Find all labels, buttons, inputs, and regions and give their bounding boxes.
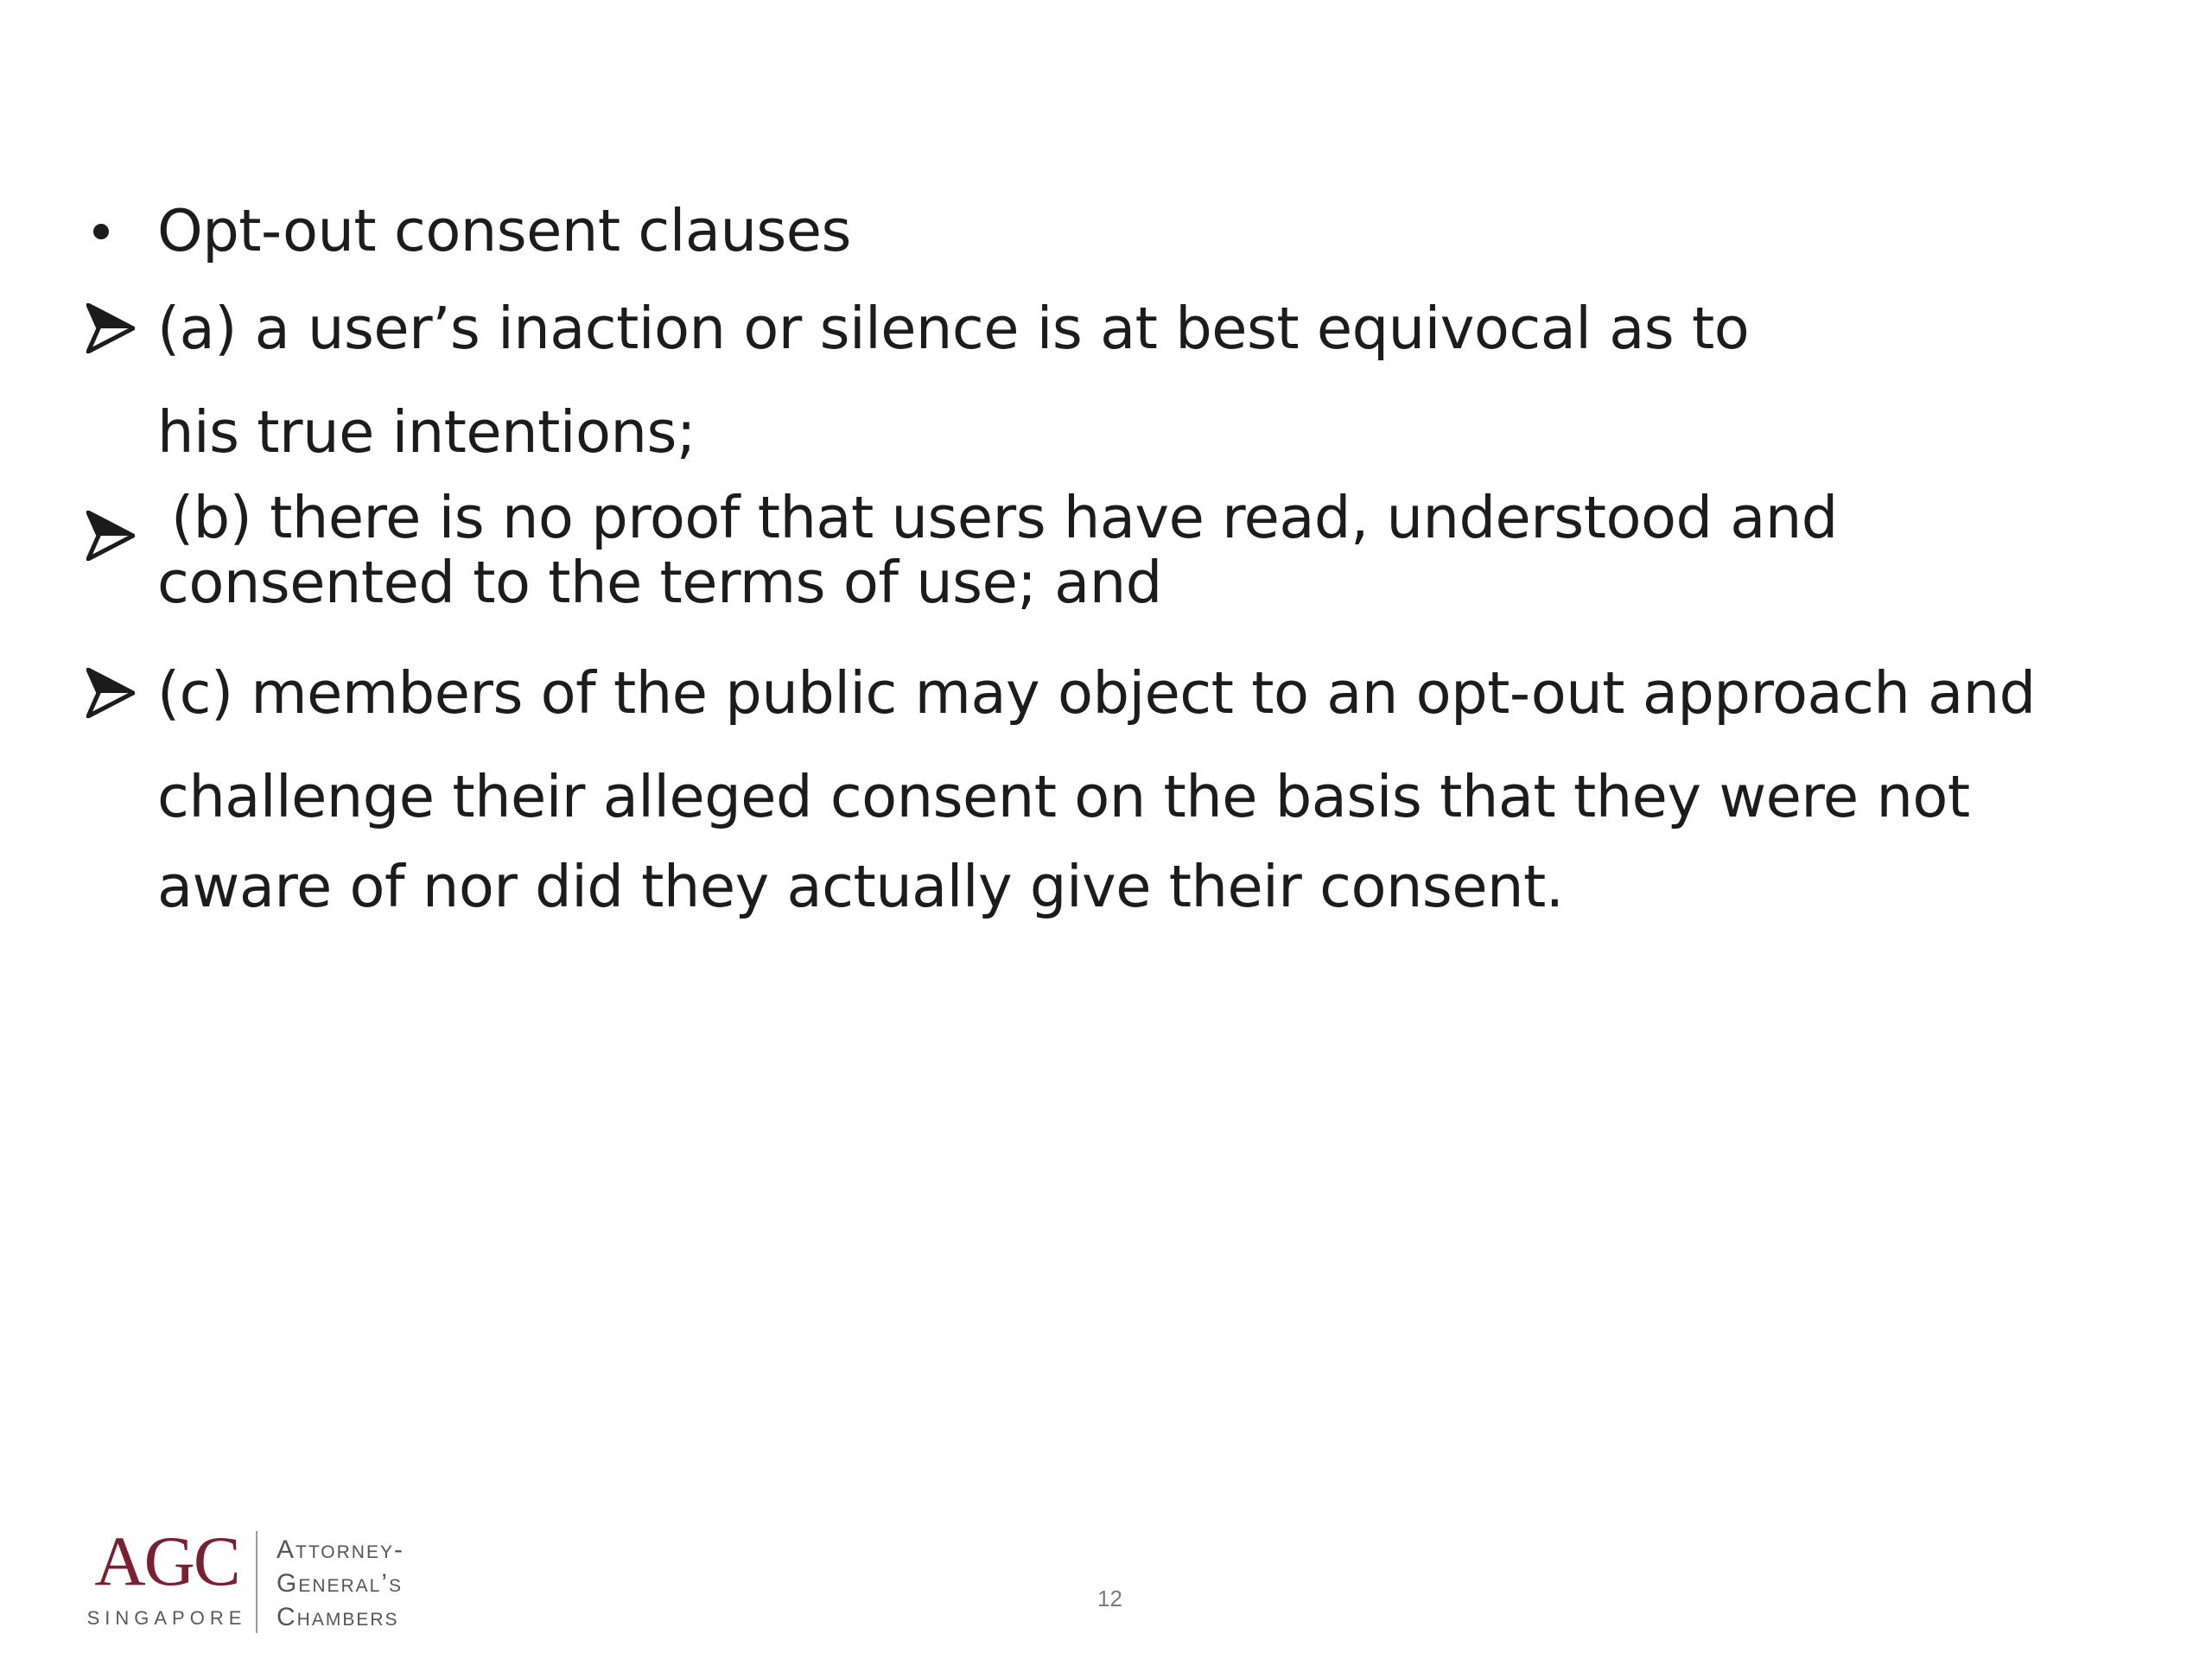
logo-mark: AGC — [94, 1522, 239, 1600]
bullet-item-heading — [86, 186, 2160, 276]
item-a-line-2: his true intentions; — [157, 398, 696, 466]
arrow-item-a — [86, 276, 2160, 484]
arrow-item-b — [86, 484, 2160, 626]
item-c-line-1: (c) members of the public may object to an opt-out approach and — [157, 659, 2036, 727]
item-c-line-3: aware of nor did they actually give their consent. — [157, 853, 1564, 920]
agc-logo — [86, 1522, 404, 1635]
item-c-line-2: challenge their alleged consent on the basis that they were not — [157, 763, 1970, 830]
bullet-dot-icon — [86, 186, 138, 276]
logo-name-line-3: Chambers — [276, 1603, 399, 1631]
arrow-bullet-icon — [86, 484, 138, 588]
arrow-bullet-icon — [86, 641, 138, 745]
logo-name-line-2: General’s — [276, 1569, 404, 1598]
slide-body — [86, 186, 2160, 930]
item-a-line-1: (a) a user’s inaction or silence is at best equivocal as to — [157, 295, 1750, 362]
logo-country: SINGAPORE — [86, 1607, 247, 1629]
logo-mark-block — [86, 1522, 247, 1635]
logo-divider — [256, 1531, 257, 1633]
page-number: 12 — [1097, 1586, 1122, 1611]
logo-name — [276, 1522, 404, 1635]
logo-name-line-1: Attorney- — [276, 1535, 404, 1564]
arrow-bullet-icon — [86, 276, 138, 380]
bullet-text: Opt-out consent clauses — [157, 197, 851, 264]
item-b-line-2: consented to the terms of use; and — [157, 549, 1162, 616]
item-b-line-1: (b) there is no proof that users have read, understood and — [171, 484, 1838, 551]
arrow-item-c — [86, 641, 2160, 930]
